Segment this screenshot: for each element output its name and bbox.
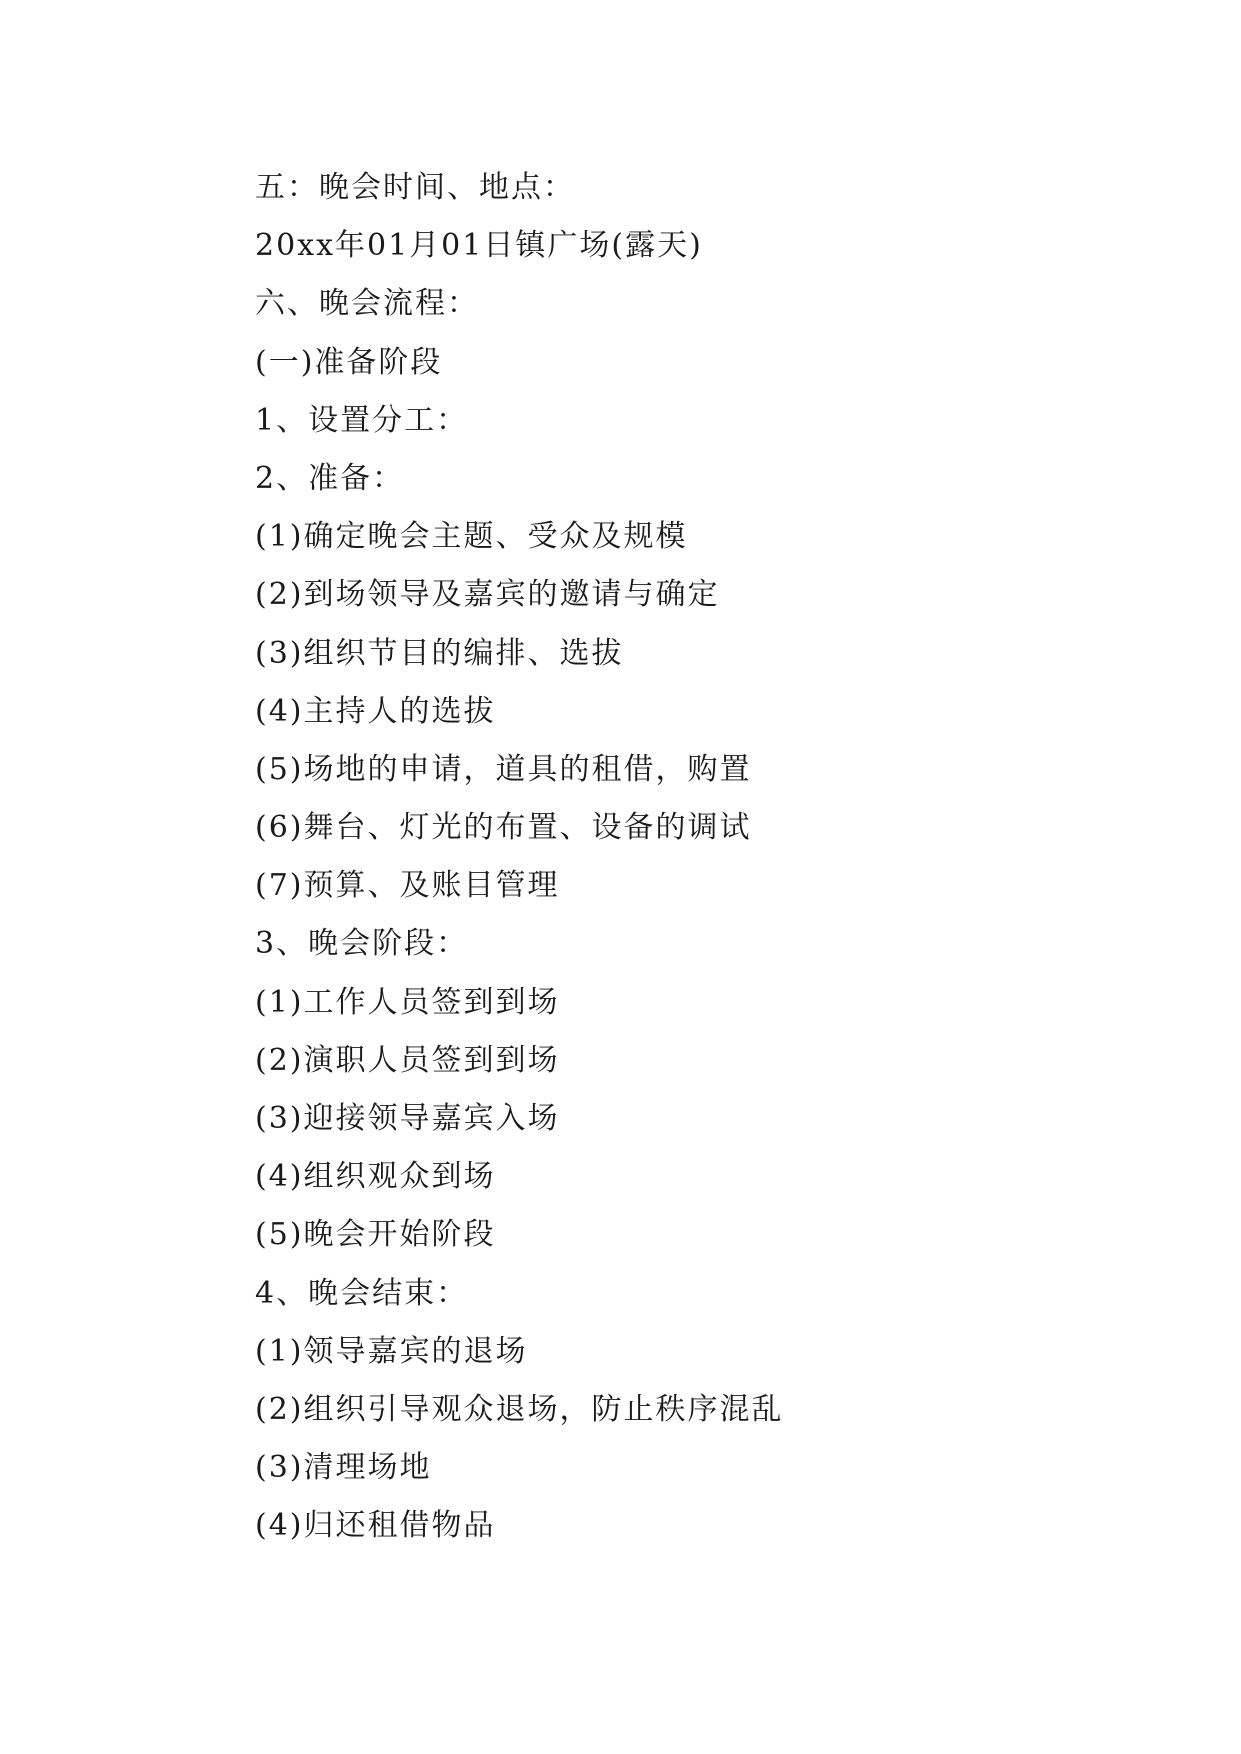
list-item: 2、准备： bbox=[255, 460, 405, 496]
list-item: 3、晚会阶段： bbox=[255, 926, 469, 962]
list-item: (1)确定晚会主题、受众及规模 bbox=[255, 519, 688, 555]
list-item: (3)清理场地 bbox=[255, 1450, 432, 1486]
event-date-location: 20xx年01月01日镇广场(露天) bbox=[255, 228, 703, 264]
list-item: 4、晚会结束： bbox=[255, 1275, 469, 1311]
section-heading-process: 六、晚会流程： bbox=[255, 286, 479, 322]
list-item: (4)主持人的选拔 bbox=[255, 693, 496, 729]
subsection-heading-preparation: (一)准备阶段 bbox=[255, 344, 443, 380]
list-item: (4)归还租借物品 bbox=[255, 1508, 496, 1544]
list-item: (7)预算、及账目管理 bbox=[255, 868, 560, 904]
list-item: 1、设置分工： bbox=[255, 402, 469, 438]
list-item: (5)晚会开始阶段 bbox=[255, 1217, 496, 1253]
document-body bbox=[255, 159, 1155, 1556]
list-item: (3)迎接领导嘉宾入场 bbox=[255, 1101, 560, 1136]
list-item: (4)组织观众到场 bbox=[255, 1159, 496, 1195]
list-item: (3)组织节目的编排、选拔 bbox=[255, 635, 624, 671]
list-item: (2)演职人员签到到场 bbox=[255, 1042, 560, 1078]
list-item: (2)组织引导观众退场，防止秩序混乱 bbox=[255, 1391, 784, 1427]
list-item: (2)到场领导及嘉宾的邀请与确定 bbox=[255, 577, 720, 613]
list-item: (6)舞台、灯光的布置、设备的调试 bbox=[255, 810, 752, 846]
list-item: (1)领导嘉宾的退场 bbox=[255, 1333, 528, 1369]
section-heading-time-location: 五：晚会时间、地点： bbox=[255, 170, 575, 205]
list-item: (1)工作人员签到到场 bbox=[255, 984, 560, 1020]
list-item: (5)场地的申请，道具的租借，购置 bbox=[255, 751, 752, 787]
